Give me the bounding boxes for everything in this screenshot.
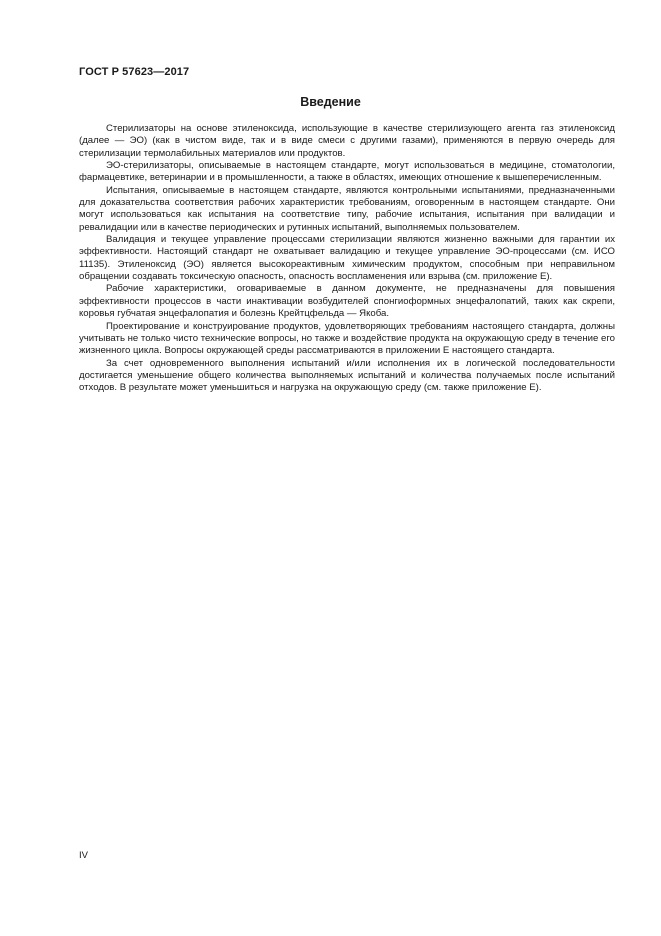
paragraph: Стерилизаторы на основе этиленоксида, использующие в качестве стерилизующего агента газ этиленоксид (далее — ЭО) (как в чистом виде, так и в виде смеси с другими газами), применяются в первую очередь для стерилизации термолабильных материалов или продуктов. — [79, 123, 615, 159]
paragraph: Валидация и текущее управление процессами стерилизации являются жизненно важными для гарантии их эффективности. Настоящий стандарт не охватывает валидацию и текущее управление ЭО-процессами (см. ИСО 11135). Этиленоксид (ЭО) является высокореактивным химическим продуктом, способным при неправильном обращении создавать токсическую опасность, опасность воспламенения или взрыва (см. приложение Е). — [79, 234, 615, 283]
paragraph: Испытания, описываемые в настоящем стандарте, являются контрольными испытаниями, предназначенными для доказательства соответствия рабочих характеристик требованиям, оговоренным в настоящем стандарте. Они могут использоваться как испытания на соответствие типу, рабочие испытания, испытания при валидации и ревалидации или в качестве периодических и рутинных испытаний, выполняемых пользователем. — [79, 184, 615, 233]
paragraph: Проектирование и конструирование продуктов, удовлетворяющих требованиям настоящего стандарта, должны учитывать не только чисто технические вопросы, но также и воздействие продукта на окружающую среду в течение его жизненного цикла. Вопросы окружающей среды рассматриваются в приложении Е настоящего стандарта. — [79, 320, 615, 357]
paragraph: Рабочие характеристики, оговариваемые в данном документе, не предназначены для повышения эффективности процессов в части инактивации возбудителей спонгиоформных энцефалопатий, таких как скрепи, коровья губчатая энцефалопатия и болезнь Крейтцфельда — Якоба. — [79, 283, 615, 320]
page-number: IV — [79, 850, 88, 861]
introduction-body — [79, 123, 615, 395]
paragraph: ЭО-стерилизаторы, описываемые в настоящем стандарте, могут использоваться в медицине, стоматологии, фармацевтике, ветеринарии и в промышленности, а также в областях, имеющих отношение к вышеперечисленным. — [79, 160, 615, 184]
section-title: Введение — [300, 95, 361, 109]
paragraph: За счет одновременного выполнения испытаний и/или исполнения их в логической последовательности достигается уменьшение общего количества выполняемых испытаний и количества получаемых после испытаний отходов. В результате может уменьшиться и нагрузка на окружающую среду (см. также приложение Е). — [79, 357, 615, 394]
document-code-header: ГОСТ Р 57623—2017 — [79, 66, 190, 78]
